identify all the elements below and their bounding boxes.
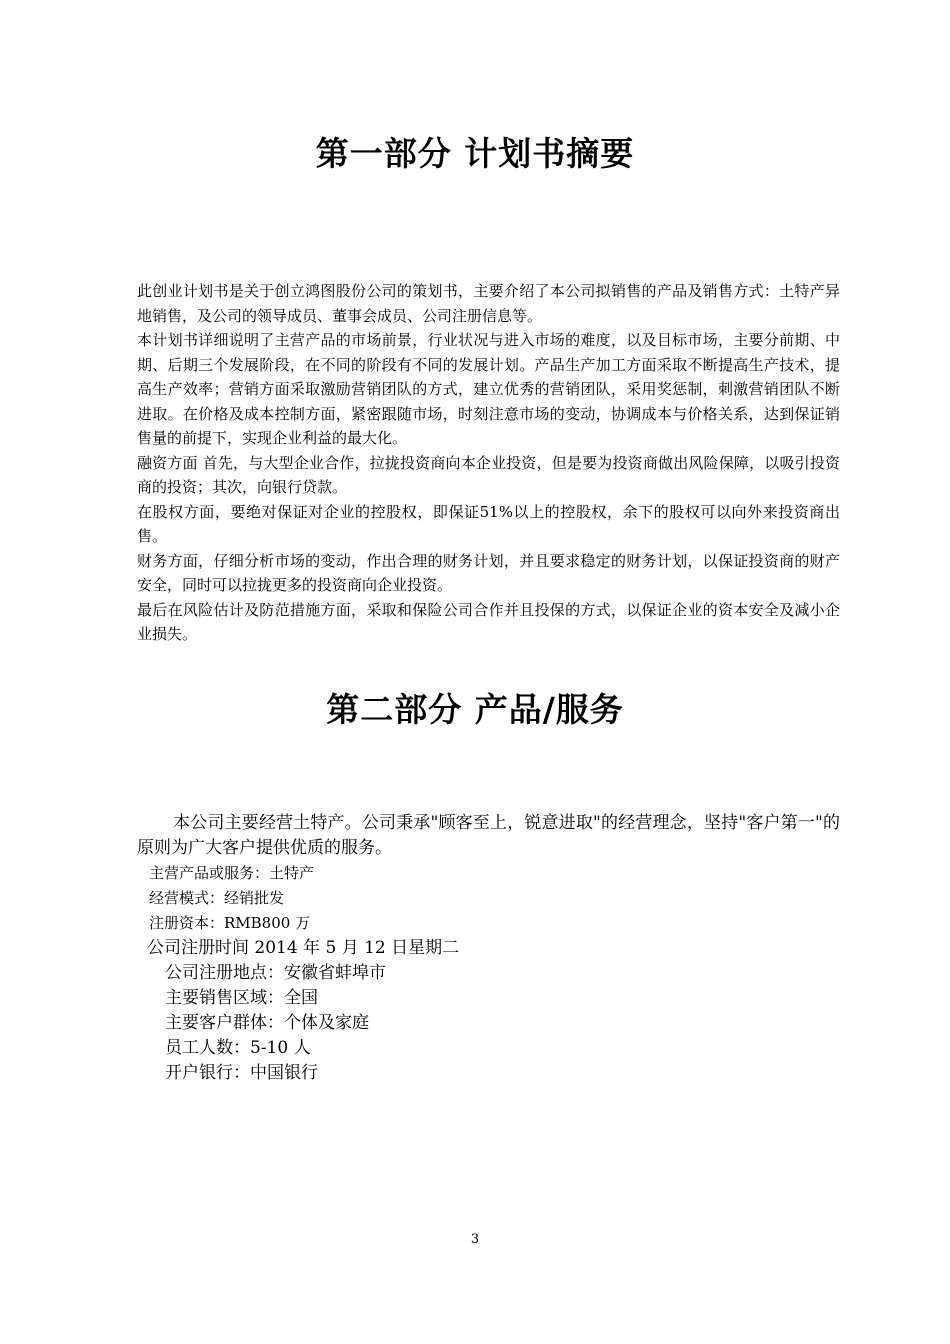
summary-section [137,279,840,647]
registration-time: 公司注册时间 2014 年 5 月 12 日星期二 [147,938,460,958]
product-section [137,811,840,1086]
main-product: 主营产品或服务：土特产 [149,864,315,882]
product-intro: 本公司主要经营土特产。公司秉承"顾客至上，锐意进取"的经营理念，坚持"客户第一"的原则为广大客户提供优质的服务。 [137,813,840,858]
summary-paragraph: 此创业计划书是关于创立鸿图股份公司的策划书，主要介绍了本公司拟销售的产品及销售方式：土特产异地销售，及公司的领导成员、董事会成员、公司注册信息等。 [137,282,840,325]
summary-paragraph: 最后在风险估计及防范措施方面，采取和保险公司合作并且投保的方式，以保证企业的资本安全及减小企业损失。 [137,600,840,643]
business-mode: 经营模式：经销批发 [149,889,285,907]
employee-count: 员工人数：5-10 人 [165,1038,311,1058]
summary-paragraph: 财务方面，仔细分析市场的变动，作出合理的财务计划，并且要求稳定的财务计划，以保证投资商的财产安全，同时可以拉拢更多的投资商向企业投资。 [137,551,840,594]
section-2-title: 第二部分 产品/服务 [326,690,624,729]
customer-group: 主要客户群体：个体及家庭 [165,1013,369,1033]
bank-account: 开户银行：中国银行 [165,1063,318,1083]
registration-place: 公司注册地点：安徽省蚌埠市 [165,963,386,983]
registered-capital: 注册资本：RMB800 万 [149,914,311,932]
summary-paragraph: 本计划书详细说明了主营产品的市场前景，行业状况与进入市场的难度，以及目标市场，主要分前期、中期、后期三个发展阶段，在不同的阶段有不同的发展计划。产品生产加工方面采取不断提高生产技术，提高生产效率；营销方面采取激励营销团队的方式，建立优秀的营销团队，采用奖惩制，刺激营销团队不断进取。在价格及成本控制方面，紧密跟随市场，时刻注意市场的变动，协调成本与价格关系，达到保证销售量的前提下，实现企业利益的最大化。 [137,331,840,447]
sales-area: 主要销售区域：全国 [165,988,318,1008]
summary-paragraph: 融资方面 首先，与大型企业合作，拉拢投资商向本企业投资，但是要为投资商做出风险保障，以吸引投资商的投资；其次，向银行贷款。 [137,453,840,496]
page-number: 3 [470,1232,480,1247]
section-1-title: 第一部分 计划书摘要 [315,134,635,173]
summary-paragraph: 在股权方面，要绝对保证对企业的控股权，即保证51%以上的控股权，余下的股权可以向外来投资商出售。 [137,502,840,545]
